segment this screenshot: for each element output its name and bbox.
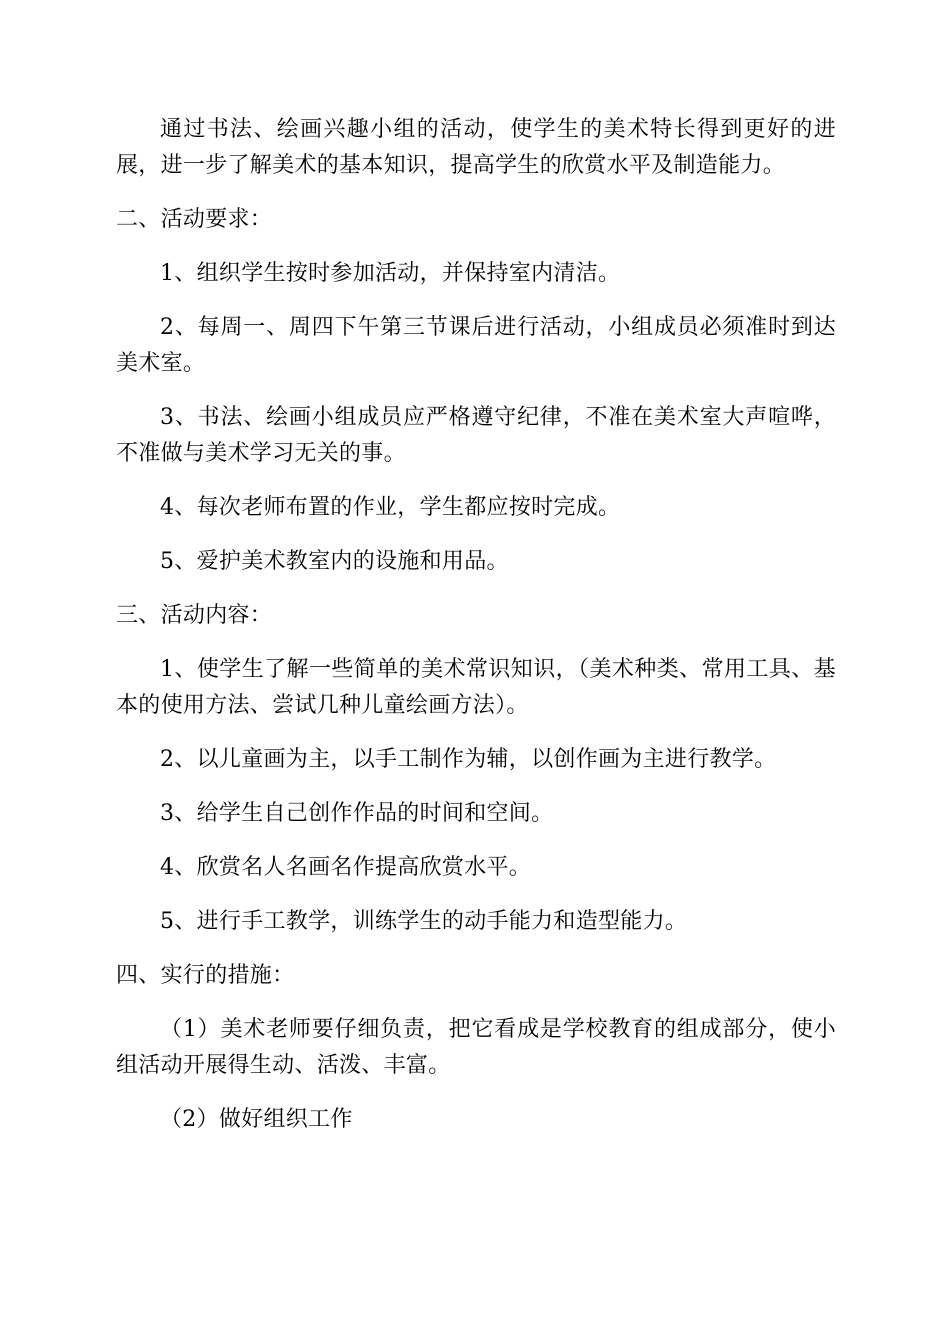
content-item-2: 2、以儿童画为主，以手工制作为辅，以创作画为主进行教学。 [160,747,777,772]
paragraph-intro: 通过书法、绘画兴趣小组的活动，使学生的美术特长得到更好的进展，进一步了解美术的基本知识，提高学生的欣赏水平及制造能力。 [116,117,836,178]
content-item-5: 5、进行手工教学，训练学生的动手能力和造型能力。 [160,909,688,934]
content-item-4: 4、欣赏名人名画名作提高欣赏水平。 [160,855,532,880]
measure-item-2: （2）做好组织工作 [160,1107,353,1132]
requirement-item-4: 4、每次老师布置的作业，学生都应按时完成。 [160,495,621,520]
requirement-item-3: 3、书法、绘画小组成员应严格遵守纪律，不准在美术室大声喧哗，不准做与美术学习无关的事。 [116,405,836,466]
measure-item-1: （1）美术老师要仔细负责，把它看成是学校教育的组成部分，使小组活动开展得生动、活泼、丰富。 [116,1017,836,1078]
content-item-1: 1、使学生了解一些简单的美术常识知识，（美术种类、常用工具、基本的使用方法、尝试几种儿童绘画方法）。 [116,657,836,718]
section-heading-requirements: 二、活动要求： [116,207,273,232]
section-heading-content: 三、活动内容： [116,603,273,628]
requirement-item-5: 5、爱护美术教室内的设施和用品。 [160,549,509,574]
requirement-item-1: 1、组织学生按时参加活动，并保持室内清洁。 [160,261,621,286]
section-heading-measures: 四、实行的措施： [116,963,295,988]
content-item-3: 3、给学生自己创作作品的时间和空间。 [160,801,554,826]
document-body [116,112,836,1156]
requirement-item-2: 2、每周一、周四下午第三节课后进行活动，小组成员必须准时到达美术室。 [116,315,836,376]
